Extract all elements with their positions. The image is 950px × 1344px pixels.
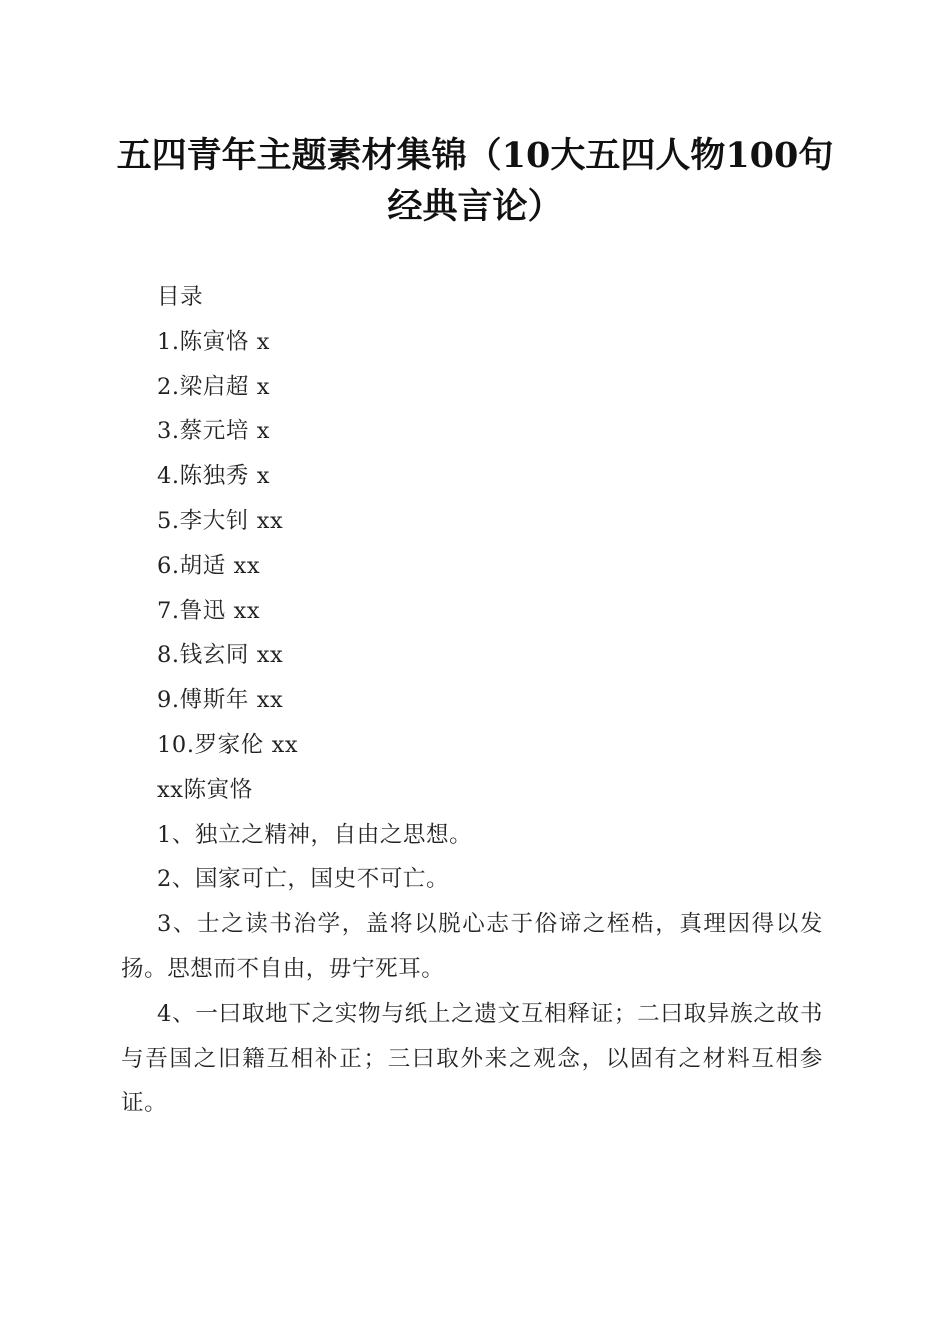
toc-item: 7.鲁迅 xx	[157, 597, 261, 624]
toc-heading: 目录	[157, 284, 204, 310]
quote-paragraph: 2、国家可亡，国史不可亡。	[157, 866, 450, 893]
toc-item: 9.傅斯年 xx	[157, 687, 284, 714]
quote-paragraph: 1、独立之精神，自由之思想。	[157, 821, 473, 848]
quote-paragraph: 4、一曰取地下之实物与纸上之遗文互相释证；二曰取异族之故书与吾国之旧籍互相补正；三曰取外来之观念，以固有之材料互相参证。	[121, 1000, 823, 1117]
toc-item: 1.陈寅恪 x	[157, 328, 271, 355]
quote-paragraph: 3、士之读书治学，盖将以脱心志于俗谛之桎梏，真理因得以发扬。思想而不自由，毋宁死耳。	[121, 911, 823, 982]
document-title: 五四青年主题素材集锦（10大五四人物100句经典言论）	[116, 135, 834, 227]
document-body	[121, 275, 823, 1126]
section-heading: xx陈寅恪	[157, 776, 253, 803]
toc-item: 3.蔡元培 x	[157, 418, 271, 445]
toc-item: 4.陈独秀 x	[157, 463, 271, 490]
toc-item: 5.李大钊 xx	[157, 507, 284, 534]
toc-item: 2.梁启超 x	[157, 373, 271, 400]
toc-item: 8.钱玄同 xx	[157, 642, 284, 669]
toc-item: 6.胡适 xx	[157, 552, 261, 579]
toc-item: 10.罗家伦 xx	[157, 731, 299, 758]
